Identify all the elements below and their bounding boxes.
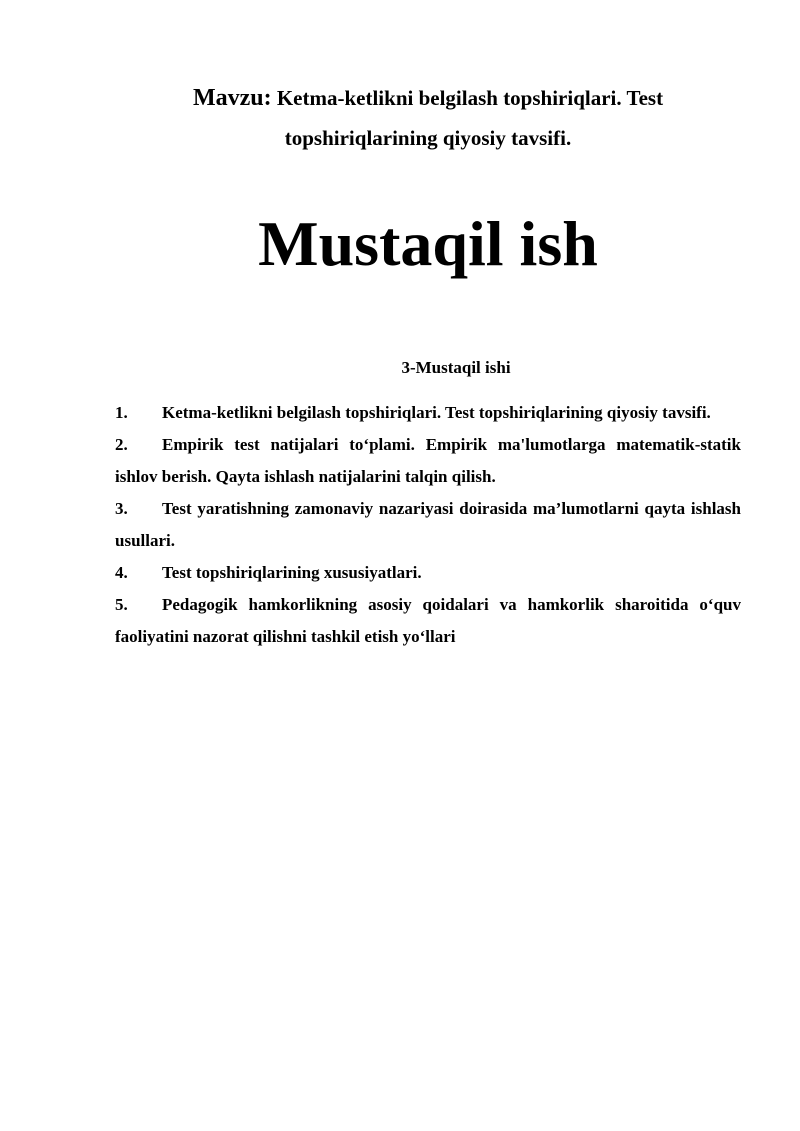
task-list	[115, 397, 741, 653]
document-title: Mustaqil ish	[258, 208, 598, 279]
list-item	[115, 589, 741, 653]
list-item-text: Ketma-ketlikni belgilash topshiriqlari. Test topshiriqlarining qiyosiy tavsifi.	[162, 403, 711, 422]
list-item-number: 1.	[115, 403, 128, 422]
list-item-text: Pedagogik hamkorlikning asosiy qoidalari va hamkorlik sharoitida o‘quv faoliyatini nazorat qilishni tashkil etish yo‘llari	[115, 595, 741, 646]
list-item-number: 3.	[115, 499, 128, 518]
list-item-number: 2.	[115, 435, 128, 454]
list-item-text: Test yaratishning zamonaviy nazariyasi doirasida ma’lumotlarni qayta ishlash usullari.	[115, 499, 741, 550]
list-item	[115, 429, 741, 493]
list-item-number: 4.	[115, 563, 128, 582]
topic-label: Mavzu:	[192, 85, 272, 111]
topic-heading	[140, 78, 716, 158]
list-item-text: Empirik test natijalari to‘plami. Empirik ma'lumotlarga matematik-statik ishlov berish. Qayta ishlash natijalarini talqin qilish.	[115, 435, 741, 486]
list-item-number: 5.	[115, 595, 128, 614]
list-item	[115, 397, 741, 429]
list-item-text: Test topshiriqlarining xususiyatlari.	[162, 563, 422, 582]
topic-text: Ketma-ketlikni belgilash topshiriqlari. Test topshiriqlarining qiyosiy tavsifi.	[271, 86, 664, 150]
section-heading: 3-Mustaqil ishi	[401, 358, 511, 377]
list-item	[115, 493, 741, 557]
list-item	[115, 557, 741, 589]
